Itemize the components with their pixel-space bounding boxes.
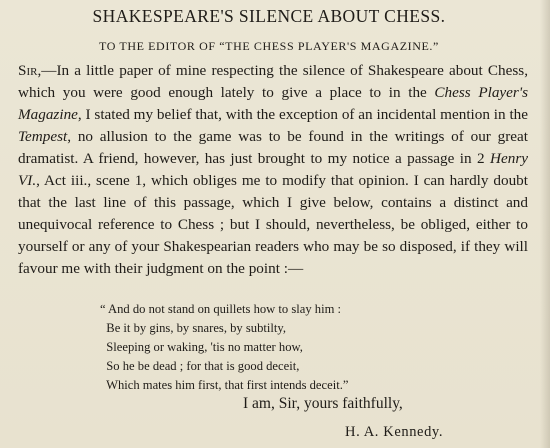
body-text-3: , no allusion to the game was to be found in the writings of our great dramatist. A friend, however, has just brought to my notice a passage in 2	[18, 128, 528, 167]
quote-line: Which mates him first, that first intends deceit.”	[100, 378, 349, 392]
quoted-passage	[100, 300, 460, 395]
article-subtitle: TO THE EDITOR OF “THE CHESS PLAYER'S MAGAZINE.”	[99, 39, 439, 53]
letter-body	[18, 60, 528, 280]
body-text-2: , I stated my belief that, with the exception of an incidental mention in the	[77, 106, 528, 123]
magazine-title: Chess Player's Magazine	[18, 84, 528, 123]
play-title-henry: Henry VI.	[18, 150, 528, 189]
signature: H. A. Kennedy.	[345, 424, 444, 440]
quote-line: Be it by gins, by snares, by subtilty,	[100, 321, 286, 335]
page-edge	[540, 0, 550, 448]
closing-line: I am, Sir, yours faithfully,	[243, 395, 403, 412]
quote-line: Sleeping or waking, 'tis no matter how,	[100, 340, 303, 354]
body-text-1: —In a little paper of mine respecting the silence of Shakespeare about Chess, which you were good enough lately to give a place to in the	[18, 62, 528, 101]
body-text-4: , Act iii., scene 1, which obliges me to modify that opinion. I can hardly doubt that the last line of this passage, which I give below, contains a distinct and unequivocal reference to Chess ; but I should, nevertheless, be obliged, either to yourself or any of your Shakespearian readers who may be so disposed, if they will favour me with their judgment on the point :—	[18, 172, 528, 277]
salutation: Sir,	[18, 62, 42, 79]
article-title: SHAKESPEARE'S SILENCE ABOUT CHESS.	[92, 6, 446, 26]
quote-line: So he be dead ; for that is good deceit,	[100, 359, 300, 373]
play-title-tempest: Tempest	[18, 128, 68, 145]
quote-line: “ And do not stand on quillets how to slay him :	[100, 302, 342, 316]
